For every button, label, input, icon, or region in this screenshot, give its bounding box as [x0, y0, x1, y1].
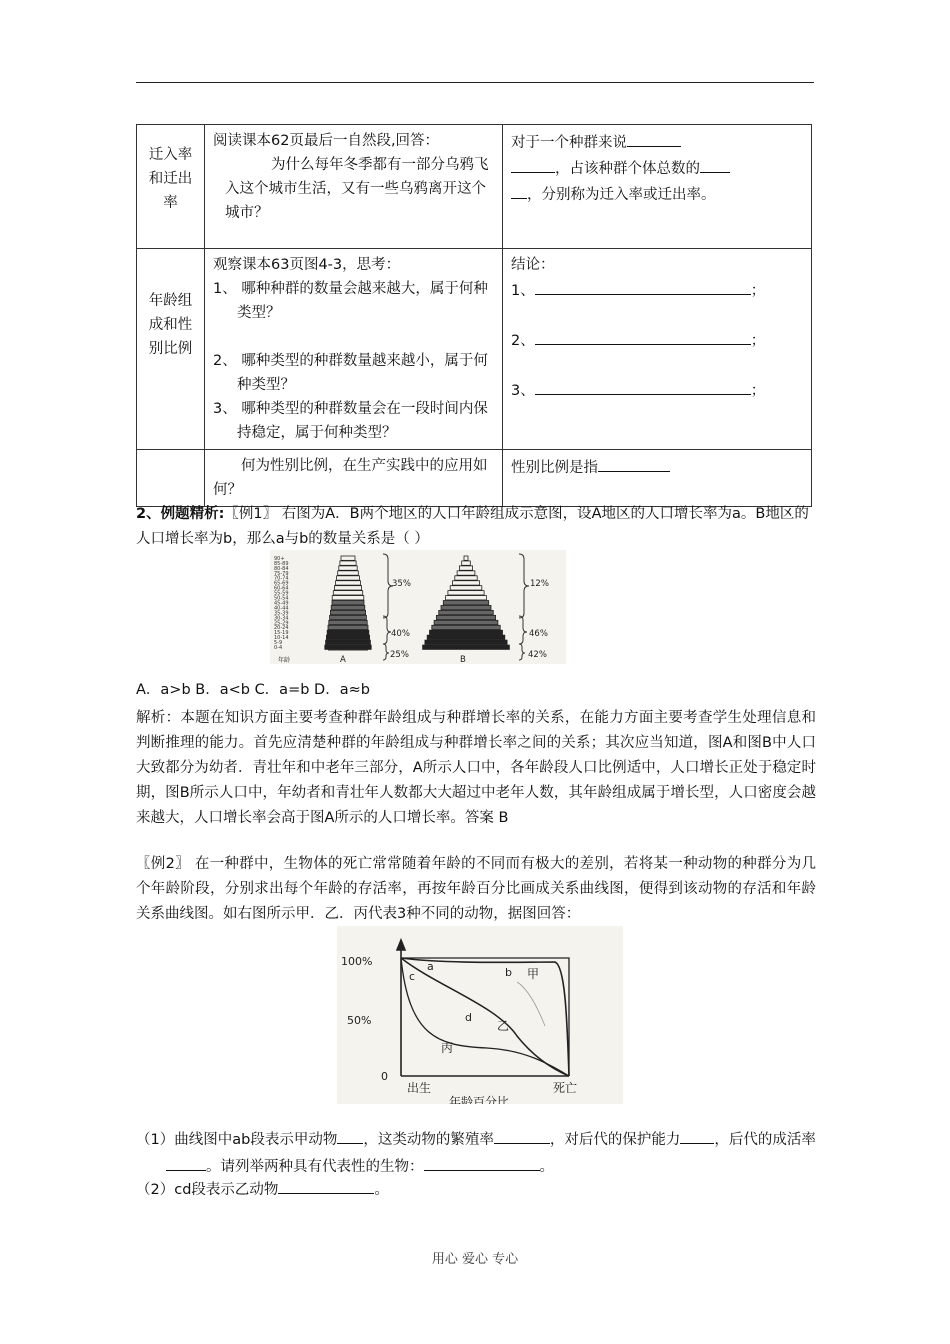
pyramid-bar: [423, 645, 510, 649]
label-text: 迁入率和迁出率: [148, 147, 193, 211]
age-tick: 15-19: [274, 630, 289, 637]
example2-q1: [136, 1126, 816, 1180]
pct-b-upper: 12%: [530, 579, 549, 589]
age-tick: 60-64: [274, 585, 289, 592]
question: 何为性别比例，在生产实践中的应用如何？: [213, 458, 488, 498]
cell-answer: [503, 450, 812, 507]
blank[interactable]: [511, 181, 527, 199]
age-tick: 40-44: [274, 605, 289, 612]
pyramid-bar: [332, 601, 364, 605]
semicolon: ；: [750, 283, 766, 299]
pyramid-bar: [457, 571, 475, 575]
pyramid-bar: [334, 586, 361, 590]
question: 2、 哪种类型的种群数量越来越小，属于何种类型？: [213, 353, 488, 393]
pyramid-bar: [430, 630, 503, 634]
age-pyramid-svg: [270, 550, 566, 664]
point-c: c: [409, 970, 416, 983]
age-tick: 75-79: [274, 570, 289, 577]
age-tick: 10-14: [274, 635, 289, 642]
curve-yi: [401, 958, 569, 1076]
curve-jia: [401, 958, 569, 1076]
q2-text: 。: [374, 1182, 389, 1198]
pyramid-bar: [455, 576, 477, 580]
pyramid-bar: [459, 566, 472, 570]
faint-mark: [517, 982, 545, 1026]
x-label-start: 出生: [407, 1081, 432, 1095]
pyramid-bar: [327, 630, 369, 634]
pyramid-bar: [330, 610, 365, 614]
header-rule: [136, 82, 814, 83]
semicolon: ；: [750, 333, 766, 349]
blank[interactable]: [627, 129, 681, 147]
pyramid-bar: [340, 561, 356, 565]
pyramid-bar: [464, 556, 468, 560]
pyramid-b: [423, 556, 510, 649]
example2-text: 〖例2〗 在一种群中，生物体的死亡常常随着年龄的不同而有极大的差别，若将某一种动物的种群分为几个年龄阶段，分别求出每个年龄的存活率，再按年龄百分比画成关系曲线图，便得到该动物的存活和年龄关系曲线图。如右图所示甲．乙．丙代表3种不同的动物，据图回答：: [136, 856, 816, 922]
q1-text: 。: [539, 1159, 554, 1175]
age-tick: 30-34: [274, 615, 289, 622]
table-row: [137, 249, 812, 450]
curve-label-bing: 丙: [441, 1041, 454, 1055]
semicolon: ；: [750, 383, 766, 399]
example1-question: 〖例1〗 右图为A．B两个地区的人口年龄组成示意图，设A地区的人口增长率为a。B地区的人口增长率为b，那么a与b的数量关系是（ ）: [136, 506, 809, 547]
pct-a-lower: 25%: [390, 650, 409, 660]
age-tick: 25-29: [274, 620, 289, 627]
page-footer: 用心 爱心 专心: [431, 1252, 519, 1267]
blank[interactable]: [700, 155, 730, 173]
pyramid-bar: [427, 635, 505, 639]
age-tick: 90+: [274, 555, 285, 562]
question: 为什么每年冬季都有一部分乌鸦飞入这个城市生活，又有一些乌鸦离开这个城市？: [225, 157, 489, 221]
pct-b-middle: 46%: [529, 629, 548, 639]
instruction: 观察课本63页图4-3，思考：: [213, 257, 401, 273]
row-label: [137, 249, 205, 450]
pct-a-upper: 35%: [392, 579, 411, 589]
label-text: 年龄组成和性别比例: [148, 293, 193, 357]
blank[interactable]: [424, 1153, 540, 1171]
blank[interactable]: [598, 454, 670, 472]
pyramid-bar: [448, 591, 484, 595]
answer-text: 性别比例是指: [511, 460, 598, 476]
pyramid-bar: [450, 586, 482, 590]
q2-text: （2）cd段表示乙动物: [136, 1182, 279, 1198]
pyramid-bar: [434, 620, 498, 624]
age-tick: 35-39: [274, 610, 289, 617]
pyramid-bar: [336, 581, 361, 585]
example2-q2: [136, 1176, 816, 1203]
blank[interactable]: [535, 377, 751, 395]
age-tick: 85-89: [274, 560, 289, 567]
row-label: [137, 450, 205, 507]
age-tick: 45-49: [274, 600, 289, 607]
example1-options: A．a>b B．a<b C．a=b D．a≈b: [136, 682, 370, 698]
q1-text: （1）曲线图中ab段表示甲动物: [136, 1132, 338, 1148]
y-label-0: 0: [381, 1070, 388, 1083]
pyramid-a-name: A: [340, 655, 346, 664]
age-pyramid-figure: [270, 550, 566, 664]
conclusion-label: 结论：: [511, 257, 555, 273]
pyramid-bar: [341, 556, 355, 560]
brace-b-lower: [519, 644, 525, 660]
q1-text: 。请列举两种具有代表性的生物：: [206, 1159, 424, 1175]
brace-b-middle: [519, 616, 527, 644]
answer-text: ，分别称为迁入率或迁出率。: [527, 187, 716, 203]
cell-question: [205, 125, 503, 249]
frame-lines: [401, 958, 569, 1076]
blank[interactable]: [494, 1126, 550, 1144]
pyramid-bar: [462, 561, 471, 565]
row-label: [137, 125, 205, 249]
pyramid-bar: [446, 596, 487, 600]
pyramid-bar: [339, 566, 357, 570]
question: 3、 哪种类型的种群数量会在一段时间内保持稳定，属于何种类型？: [213, 401, 488, 441]
brace-b-upper: [519, 554, 529, 618]
pyramid-bar: [338, 571, 359, 575]
conclusion-num: 2、: [511, 333, 535, 349]
pyramid-bar: [333, 591, 362, 595]
pyramid-bar: [425, 640, 507, 644]
age-tick: 55-59: [274, 590, 289, 597]
x-axis-title: 年龄百分比: [449, 1095, 510, 1104]
age-axis: [274, 556, 289, 651]
pyramid-bar: [326, 640, 371, 644]
age-tick: 50-54: [274, 595, 289, 602]
blank[interactable]: [278, 1176, 374, 1194]
y-label-50: 50%: [347, 1014, 372, 1027]
q1-text: ，对后代的保护能力: [549, 1132, 681, 1148]
pct-a-middle: 40%: [391, 629, 410, 639]
pyramid-bar: [326, 635, 369, 639]
x-label-end: 死亡: [553, 1081, 578, 1095]
question: 1、 哪种种群的数量会越来越大，属于何种类型？: [213, 281, 488, 321]
pyramid-bar: [337, 576, 360, 580]
section-heading: 2、例题精析:: [136, 506, 225, 522]
q1-text: ，这类动物的繁殖率: [363, 1132, 494, 1148]
cell-answer: [503, 249, 812, 450]
q1-text: ，后代的成活率: [714, 1132, 816, 1148]
age-tick: 80-84: [274, 565, 289, 572]
pyramid-bar: [441, 605, 491, 609]
conclusion-num: 1、: [511, 283, 535, 299]
survival-curve-svg: [337, 926, 623, 1104]
answer-text: ，占该种群个体总数的: [555, 161, 700, 177]
answer-text: 对于一个种群来说: [511, 135, 627, 151]
brace-a-lower: [383, 644, 389, 660]
example1-text: [136, 502, 816, 552]
pyramid-bar: [325, 645, 371, 649]
curve-bing: [401, 958, 569, 1076]
cell-question: [205, 450, 503, 507]
pyramid-bar: [328, 625, 368, 629]
age-tick: 20-24: [274, 625, 289, 632]
age-tick: 0-4: [274, 645, 283, 652]
study-table: [136, 124, 812, 507]
instruction: 阅读课本62页最后一自然段,回答：: [213, 133, 440, 149]
pyramid-a: [325, 556, 371, 649]
pyramid-bar: [331, 605, 365, 609]
pct-b-lower: 42%: [528, 650, 547, 660]
blank[interactable]: [680, 1126, 714, 1144]
table-row: [137, 450, 812, 507]
brace-a-middle: [383, 616, 391, 644]
blank[interactable]: [535, 277, 751, 295]
blank[interactable]: [511, 155, 555, 173]
blank[interactable]: [535, 327, 751, 345]
blank[interactable]: [166, 1153, 206, 1171]
y-label-100: 100%: [341, 955, 373, 968]
survival-curve-figure: [337, 926, 623, 1104]
table-row: [137, 125, 812, 249]
age-tick: 65-69: [274, 580, 289, 587]
pyramid-bar: [443, 601, 488, 605]
point-b: b: [505, 966, 512, 979]
pyramid-bar: [453, 581, 480, 585]
cell-question: [205, 249, 503, 450]
y-axis-arrow: [397, 940, 405, 950]
pyramid-bar: [439, 610, 494, 614]
pyramid-bar: [329, 620, 367, 624]
blank[interactable]: [337, 1126, 363, 1144]
cell-answer: [503, 125, 812, 249]
pyramid-b-name: B: [460, 655, 466, 664]
point-d: d: [465, 1011, 472, 1024]
pyramid-bar: [330, 615, 367, 619]
curve-label-jia: 甲: [527, 967, 540, 981]
point-a: a: [427, 960, 434, 973]
age-tick: 5-9: [274, 640, 283, 647]
age-tick: 70-74: [274, 575, 289, 582]
conclusion-num: 3、: [511, 383, 535, 399]
pyramid-bar: [436, 615, 495, 619]
example1-analysis: 解析：本题在知识方面主要考查种群年龄组成与种群增长率的关系，在能力方面主要考查学生处理信息和判断推理的能力。首先应清楚种群的年龄组成与种群增长率之间的关系；其次应当知道，图A和图B中人口大致都分为幼者．青壮年和中老年三部分，A所示人口中，各年龄段人口比例适中，人口增长正处于稳定时期，图B所示人口中，年幼者和青壮年人数都大大超过中老年人数，其年龄组成属于增长型，人口密度会越来越大，人口增长率会高于图A所示的人口增长率。答案 B: [136, 710, 816, 826]
pyramid-bar: [332, 596, 364, 600]
pyramid-bar: [432, 625, 500, 629]
curve-label-yi: 乙: [497, 1019, 510, 1033]
age-axis-label: 年龄: [278, 657, 291, 664]
